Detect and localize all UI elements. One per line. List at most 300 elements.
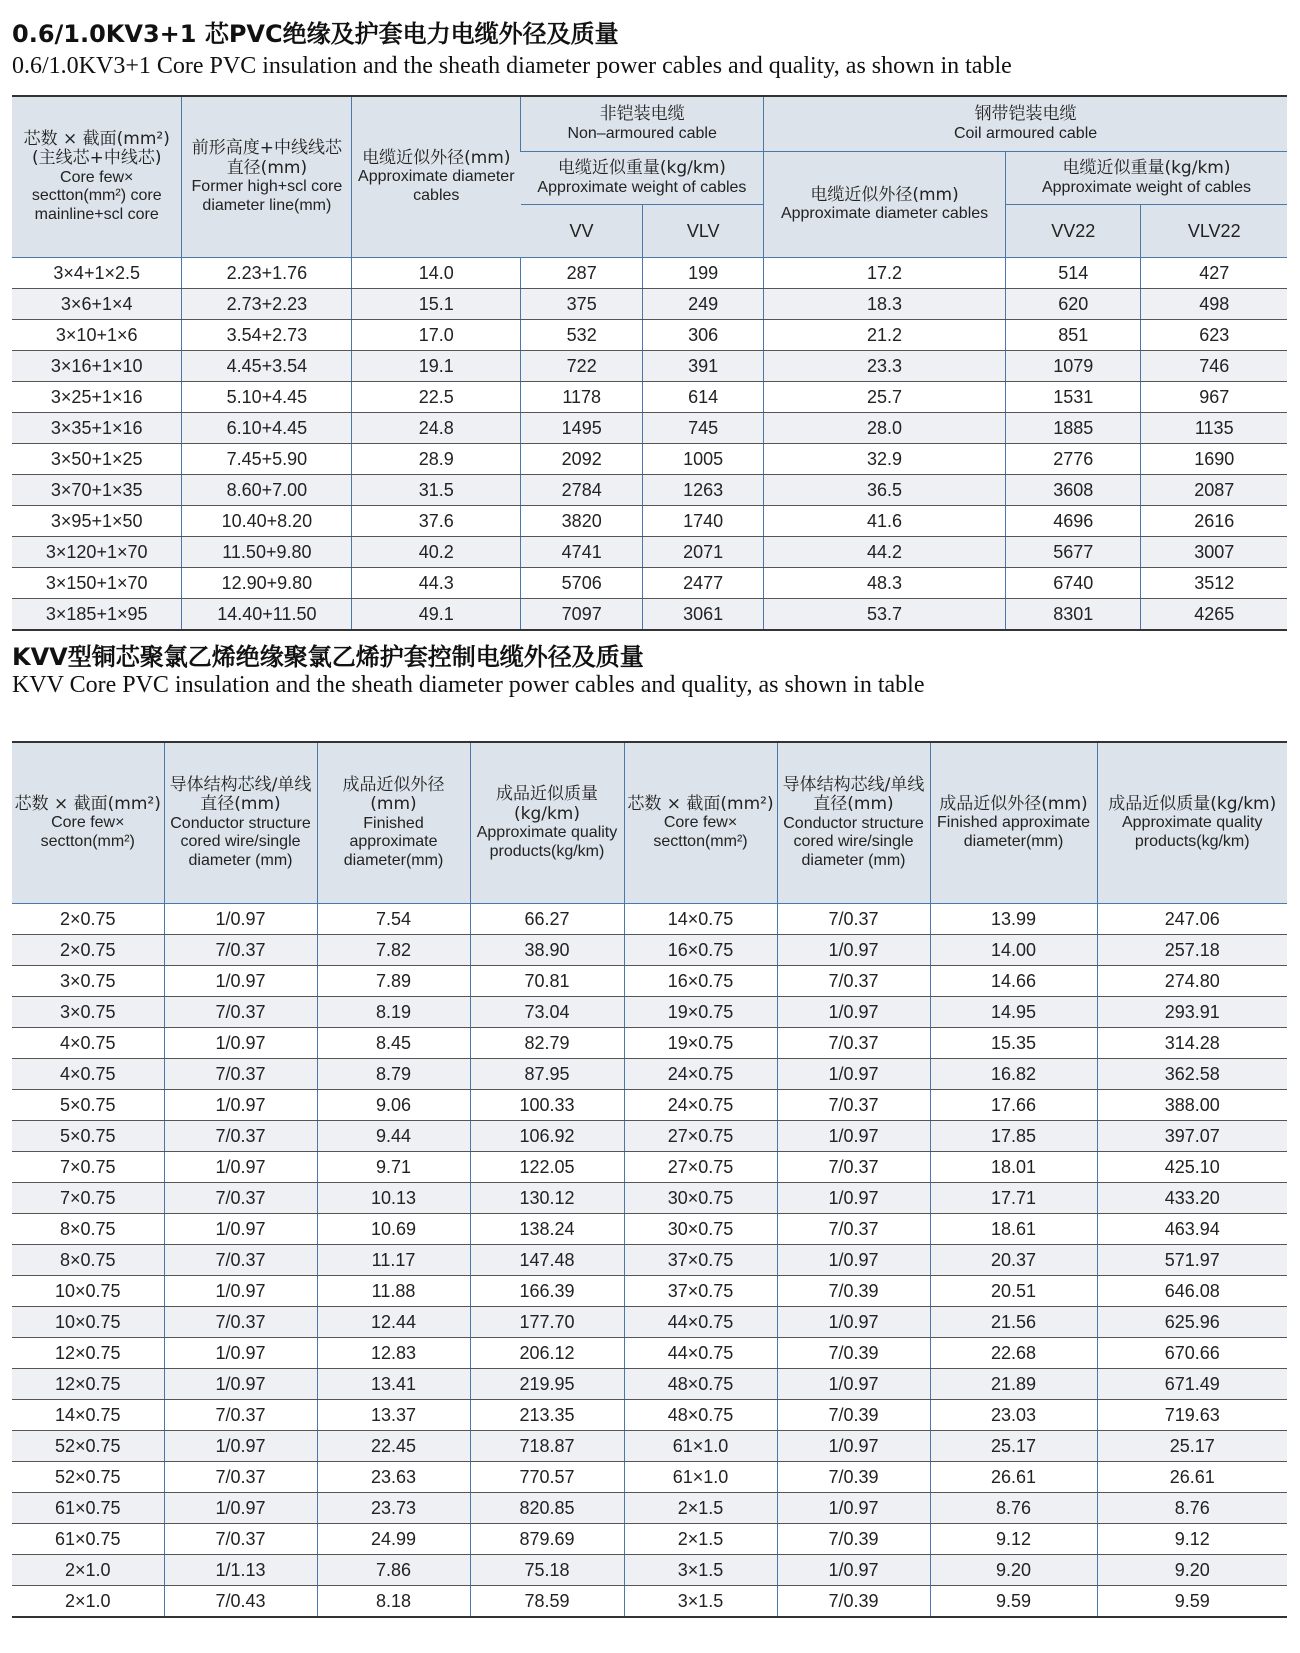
table-row [12,1059,1287,1090]
table-cell: 6740 [1005,568,1141,599]
table-cell: 1/0.97 [164,1276,317,1307]
table-cell: 1263 [643,475,764,506]
table-cell: 362.58 [1097,1059,1287,1090]
table-cell: 7/0.37 [164,1121,317,1152]
table-cell: 10×0.75 [12,1307,164,1338]
table-cell: 9.71 [317,1152,470,1183]
table-cell: 1/0.97 [164,1214,317,1245]
table-cell: 7/0.37 [164,1183,317,1214]
table-cell: 1/0.97 [164,1028,317,1059]
table-cell: 2071 [643,537,764,568]
table-cell: 1/0.97 [164,904,317,935]
table-cell: 7/0.39 [777,1524,930,1555]
table-cell: 851 [1005,320,1141,351]
group-non-armoured-header: 非铠装电缆 Non–armoured cable [521,96,764,152]
table-cell: 514 [1005,258,1141,289]
table-cell: 21.2 [764,320,1006,351]
table-cell: 1/0.97 [164,1338,317,1369]
table-cell: 7/0.39 [777,1276,930,1307]
table-cell: 1/0.97 [777,1369,930,1400]
table-cell: 18.01 [930,1152,1097,1183]
table-cell: 670.66 [1097,1338,1287,1369]
table-cell: 8×0.75 [12,1245,164,1276]
table-cell: 247.06 [1097,904,1287,935]
table-cell: 8.18 [317,1586,470,1618]
table-cell: 25.7 [764,382,1006,413]
table-cell: 8.76 [1097,1493,1287,1524]
table-cell: 10.40+8.20 [182,506,352,537]
table-cell: 4×0.75 [12,1028,164,1059]
table-cell: 7.89 [317,966,470,997]
table-cell: 9.20 [930,1555,1097,1586]
table-cell: 17.85 [930,1121,1097,1152]
table-cell: 7/0.37 [777,1028,930,1059]
table-cell: 257.18 [1097,935,1287,966]
table-row [12,1524,1287,1555]
table-cell: 177.70 [470,1307,624,1338]
table-cell: 24.8 [352,413,521,444]
table-cell: 26.61 [1097,1462,1287,1493]
table-row [12,1276,1287,1307]
table-cell: 61×1.0 [624,1431,777,1462]
table-cell: 532 [521,320,643,351]
table-cell: 13.37 [317,1400,470,1431]
table-cell: 3608 [1005,475,1141,506]
armoured-diameter-header: 电缆近似外径(mm) Approximate diameter cables [764,152,1006,258]
table-cell: 17.66 [930,1090,1097,1121]
table-cell: 1/0.97 [777,1431,930,1462]
table-cell: 15.1 [352,289,521,320]
table-cell: 746 [1141,351,1287,382]
table-row [12,289,1287,320]
table-cell: 16×0.75 [624,935,777,966]
table-row [12,1152,1287,1183]
table-cell: 106.92 [470,1121,624,1152]
table-cell: 7/0.37 [164,1245,317,1276]
table-row [12,1555,1287,1586]
table-row [12,258,1287,289]
table-cell: 8.60+7.00 [182,475,352,506]
table-cell: 32.9 [764,444,1006,475]
table-cell: 27×0.75 [624,1152,777,1183]
table-cell: 22.45 [317,1431,470,1462]
table-cell: 14.40+11.50 [182,599,352,631]
table-cell: 23.3 [764,351,1006,382]
table-cell: 1/0.97 [777,1059,930,1090]
table-cell: 23.63 [317,1462,470,1493]
table-cell: 2.23+1.76 [182,258,352,289]
table-cell: 3×120+1×70 [12,537,182,568]
table-cell: 8.45 [317,1028,470,1059]
table-cell: 1/0.97 [164,1090,317,1121]
table-cell: 375 [521,289,643,320]
table-row [12,1214,1287,1245]
table-cell: 44×0.75 [624,1307,777,1338]
table-cell: 614 [643,382,764,413]
control-cable-table-body [12,904,1287,1618]
vv22-header: VV22 [1005,205,1141,258]
table-cell: 1/0.97 [164,1152,317,1183]
table-cell: 3×1.5 [624,1586,777,1618]
vlv22-header: VLV22 [1141,205,1287,258]
table-cell: 9.12 [930,1524,1097,1555]
table-cell: 44.3 [352,568,521,599]
table-cell: 625.96 [1097,1307,1287,1338]
table-row [12,1090,1287,1121]
table-cell: 31.5 [352,475,521,506]
table-cell: 44×0.75 [624,1338,777,1369]
table-cell: 7/0.39 [777,1400,930,1431]
table-cell: 2×1.0 [12,1555,164,1586]
table-cell: 9.59 [930,1586,1097,1618]
table-cell: 3×1.5 [624,1555,777,1586]
table-cell: 14.95 [930,997,1097,1028]
table-cell: 571.97 [1097,1245,1287,1276]
table-cell: 3007 [1141,537,1287,568]
table-cell: 17.0 [352,320,521,351]
table-cell: 4×0.75 [12,1059,164,1090]
table-cell: 17.71 [930,1183,1097,1214]
table-cell: 12.90+9.80 [182,568,352,599]
table-cell: 52×0.75 [12,1462,164,1493]
table-cell: 130.12 [470,1183,624,1214]
table-row [12,444,1287,475]
table-cell: 14.0 [352,258,521,289]
table-cell: 7/0.39 [777,1338,930,1369]
table-cell: 7/0.37 [164,1462,317,1493]
table-row [12,1245,1287,1276]
table-cell: 8.19 [317,997,470,1028]
table-cell: 249 [643,289,764,320]
table-cell: 22.5 [352,382,521,413]
table-cell: 2784 [521,475,643,506]
table-cell: 274.80 [1097,966,1287,997]
table-cell: 14.66 [930,966,1097,997]
table-cell: 1079 [1005,351,1141,382]
table-cell: 52×0.75 [12,1431,164,1462]
table-row [12,997,1287,1028]
table-cell: 745 [643,413,764,444]
table-cell: 427 [1141,258,1287,289]
power-cable-table [12,95,1287,631]
table-cell: 213.35 [470,1400,624,1431]
table-row [12,1586,1287,1618]
table-cell: 770.57 [470,1462,624,1493]
table-cell: 7/0.37 [164,1307,317,1338]
table-cell: 2087 [1141,475,1287,506]
col-former-height-header: 前形高度+中线线芯直径(mm) Former high+scl core diameter line(mm) [182,96,352,258]
table-cell: 3×70+1×35 [12,475,182,506]
table-row [12,382,1287,413]
table-cell: 19.1 [352,351,521,382]
table-cell: 2×0.75 [12,904,164,935]
table-cell: 2477 [643,568,764,599]
table-cell: 10×0.75 [12,1276,164,1307]
table-cell: 3×95+1×50 [12,506,182,537]
table-cell: 75.18 [470,1555,624,1586]
table-cell: 37×0.75 [624,1245,777,1276]
table-cell: 1178 [521,382,643,413]
table-cell: 11.50+9.80 [182,537,352,568]
table-cell: 8301 [1005,599,1141,631]
table-cell: 7/0.37 [164,1059,317,1090]
table-cell: 463.94 [1097,1214,1287,1245]
table-cell: 7/0.37 [164,997,317,1028]
table-cell: 26.61 [930,1462,1097,1493]
table-cell: 8×0.75 [12,1214,164,1245]
table-cell: 3×25+1×16 [12,382,182,413]
table-cell: 24×0.75 [624,1090,777,1121]
table-row [12,1338,1287,1369]
table-cell: 14.00 [930,935,1097,966]
table-cell: 3×6+1×4 [12,289,182,320]
non-armoured-weight-header: 电缆近似重量(kg/km) Approximate weight of cables [521,152,764,205]
table-cell: 20.37 [930,1245,1097,1276]
table-cell: 16×0.75 [624,966,777,997]
table1-title-en: 0.6/1.0KV3+1 Core PVC insulation and the sheath diameter power cables and quality, as shown in table [12,53,1012,79]
table-cell: 21.89 [930,1369,1097,1400]
table-cell: 10.69 [317,1214,470,1245]
table-cell: 620 [1005,289,1141,320]
table-cell: 48.3 [764,568,1006,599]
table-cell: 48×0.75 [624,1400,777,1431]
table-cell: 1/1.13 [164,1555,317,1586]
table-cell: 24.99 [317,1524,470,1555]
table-row [12,351,1287,382]
power-cable-table-body [12,258,1287,631]
table-cell: 66.27 [470,904,624,935]
kvv-col-quality-header-2: 成品近似质量(kg/km) Approximate quality products(kg/km) [1097,742,1287,904]
table-cell: 2×0.75 [12,935,164,966]
table-row [12,537,1287,568]
table-cell: 24×0.75 [624,1059,777,1090]
table-cell: 967 [1141,382,1287,413]
table-cell: 166.39 [470,1276,624,1307]
table-cell: 2×1.5 [624,1493,777,1524]
table-cell: 1/0.97 [164,966,317,997]
table-cell: 147.48 [470,1245,624,1276]
table-row [12,1493,1287,1524]
table-cell: 391 [643,351,764,382]
table-cell: 1885 [1005,413,1141,444]
table-cell: 30×0.75 [624,1183,777,1214]
table-cell: 1/0.97 [777,1121,930,1152]
table-row [12,1307,1287,1338]
table-cell: 49.1 [352,599,521,631]
table-cell: 7×0.75 [12,1152,164,1183]
table-cell: 1/0.97 [164,1493,317,1524]
table-cell: 13.99 [930,904,1097,935]
table-cell: 73.04 [470,997,624,1028]
table-cell: 1005 [643,444,764,475]
table-cell: 78.59 [470,1586,624,1618]
table-cell: 425.10 [1097,1152,1287,1183]
table-cell: 37.6 [352,506,521,537]
table-cell: 4696 [1005,506,1141,537]
table-cell: 12.44 [317,1307,470,1338]
table-cell: 7097 [521,599,643,631]
table-cell: 19×0.75 [624,1028,777,1059]
table-cell: 7/0.37 [164,1524,317,1555]
table-cell: 219.95 [470,1369,624,1400]
table-cell: 28.9 [352,444,521,475]
table-cell: 25.17 [930,1431,1097,1462]
table-cell: 2092 [521,444,643,475]
table-cell: 41.6 [764,506,1006,537]
table-cell: 7/0.39 [777,1586,930,1618]
table-cell: 5×0.75 [12,1121,164,1152]
table-cell: 1135 [1141,413,1287,444]
table-row [12,1369,1287,1400]
group-coil-armoured-header: 钢带铠装电缆 Coil armoured cable [764,96,1287,152]
table-cell: 7.82 [317,935,470,966]
table-cell: 7/0.37 [777,904,930,935]
table-cell: 722 [521,351,643,382]
table-cell: 646.08 [1097,1276,1287,1307]
kvv-col-core-section-header: 芯数 × 截面(mm²) Core few× sectton(mm²) [12,742,164,904]
table-cell: 37×0.75 [624,1276,777,1307]
table-cell: 1/0.97 [777,1307,930,1338]
kvv-col-quality-header: 成品近似质量(kg/km) Approximate quality products(kg/km) [470,742,624,904]
table-cell: 388.00 [1097,1090,1287,1121]
table-cell: 1495 [521,413,643,444]
table-row [12,1028,1287,1059]
vv-header: VV [521,205,643,258]
table-cell: 18.3 [764,289,1006,320]
table-cell: 3×35+1×16 [12,413,182,444]
table-cell: 61×1.0 [624,1462,777,1493]
table-cell: 7/0.37 [164,1400,317,1431]
table1-title-cn: 0.6/1.0KV3+1 芯PVC绝缘及护套电力电缆外径及质量 [12,20,619,48]
table-row [12,475,1287,506]
table-cell: 1740 [643,506,764,537]
table-cell: 38.90 [470,935,624,966]
table-row [12,1183,1287,1214]
table-cell: 70.81 [470,966,624,997]
kvv-col-diameter-header-2: 成品近似外径(mm) Finished approximate diameter(mm) [930,742,1097,904]
table-cell: 1/0.97 [777,935,930,966]
table-cell: 61×0.75 [12,1524,164,1555]
table-cell: 2776 [1005,444,1141,475]
table-cell: 199 [643,258,764,289]
table-cell: 40.2 [352,537,521,568]
table-cell: 718.87 [470,1431,624,1462]
col-cable-diameter-header: 电缆近似外径(mm) Approximate diameter cables [352,96,521,258]
table-cell: 11.17 [317,1245,470,1276]
table-cell: 9.44 [317,1121,470,1152]
table-cell: 3×50+1×25 [12,444,182,475]
table-cell: 7/0.37 [777,966,930,997]
table-cell: 7×0.75 [12,1183,164,1214]
table-cell: 671.49 [1097,1369,1287,1400]
table-cell: 14×0.75 [624,904,777,935]
table-cell: 7/0.39 [777,1462,930,1493]
table-cell: 4265 [1141,599,1287,631]
table-cell: 3061 [643,599,764,631]
table-cell: 9.12 [1097,1524,1287,1555]
table-cell: 5677 [1005,537,1141,568]
table-cell: 498 [1141,289,1287,320]
table-row [12,506,1287,537]
table2-title-en: KVV Core PVC insulation and the sheath diameter power cables and quality, as shown in table [12,672,925,698]
table-cell: 1/0.97 [777,997,930,1028]
table-cell: 7.45+5.90 [182,444,352,475]
table-cell: 7/0.43 [164,1586,317,1618]
table-cell: 820.85 [470,1493,624,1524]
table-row [12,1121,1287,1152]
table-cell: 8.76 [930,1493,1097,1524]
table-cell: 1/0.97 [777,1183,930,1214]
table-cell: 1/0.97 [164,1369,317,1400]
table-cell: 23.73 [317,1493,470,1524]
table-cell: 16.82 [930,1059,1097,1090]
table-cell: 20.51 [930,1276,1097,1307]
table-cell: 122.05 [470,1152,624,1183]
table-cell: 44.2 [764,537,1006,568]
table-cell: 53.7 [764,599,1006,631]
table-cell: 19×0.75 [624,997,777,1028]
table-cell: 3×0.75 [12,966,164,997]
table-row [12,1431,1287,1462]
table-cell: 2×1.5 [624,1524,777,1555]
table-cell: 12×0.75 [12,1369,164,1400]
table-cell: 2×1.0 [12,1586,164,1618]
table-row [12,320,1287,351]
table-cell: 100.33 [470,1090,624,1121]
table-cell: 1/0.97 [164,1431,317,1462]
table-cell: 3512 [1141,568,1287,599]
table-cell: 719.63 [1097,1400,1287,1431]
table-cell: 61×0.75 [12,1493,164,1524]
armoured-weight-header: 电缆近似重量(kg/km) Approximate weight of cables [1005,152,1287,205]
table-cell: 293.91 [1097,997,1287,1028]
table-cell: 48×0.75 [624,1369,777,1400]
kvv-col-conductor-header: 导体结构芯线/单线直径(mm) Conductor structure cored wire/single diameter (mm) [164,742,317,904]
table-cell: 6.10+4.45 [182,413,352,444]
table-cell: 7/0.37 [164,935,317,966]
table-row [12,904,1287,935]
table-cell: 2.73+2.23 [182,289,352,320]
table-cell: 21.56 [930,1307,1097,1338]
table-cell: 9.06 [317,1090,470,1121]
kvv-col-core-section-header-2: 芯数 × 截面(mm²) Core few× sectton(mm²) [624,742,777,904]
table-cell: 9.20 [1097,1555,1287,1586]
table-cell: 1/0.97 [777,1245,930,1276]
table-cell: 7.54 [317,904,470,935]
table-cell: 2616 [1141,506,1287,537]
table-row [12,568,1287,599]
table-cell: 1/0.97 [777,1493,930,1524]
table-cell: 306 [643,320,764,351]
control-cable-table [12,741,1287,1618]
table-cell: 3820 [521,506,643,537]
table-cell: 36.5 [764,475,1006,506]
vlv-header: VLV [643,205,764,258]
table-cell: 1690 [1141,444,1287,475]
table-cell: 9.59 [1097,1586,1287,1618]
table-cell: 27×0.75 [624,1121,777,1152]
table-cell: 15.35 [930,1028,1097,1059]
table-cell: 623 [1141,320,1287,351]
kvv-col-diameter-header: 成品近似外径(mm) Finished approximate diameter(mm) [317,742,470,904]
table-cell: 5.10+4.45 [182,382,352,413]
table-cell: 30×0.75 [624,1214,777,1245]
table-cell: 13.41 [317,1369,470,1400]
table-cell: 397.07 [1097,1121,1287,1152]
table-cell: 12.83 [317,1338,470,1369]
table-cell: 1/0.97 [777,1555,930,1586]
kvv-col-conductor-header-2: 导体结构芯线/单线直径(mm) Conductor structure cored wire/single diameter (mm) [777,742,930,904]
